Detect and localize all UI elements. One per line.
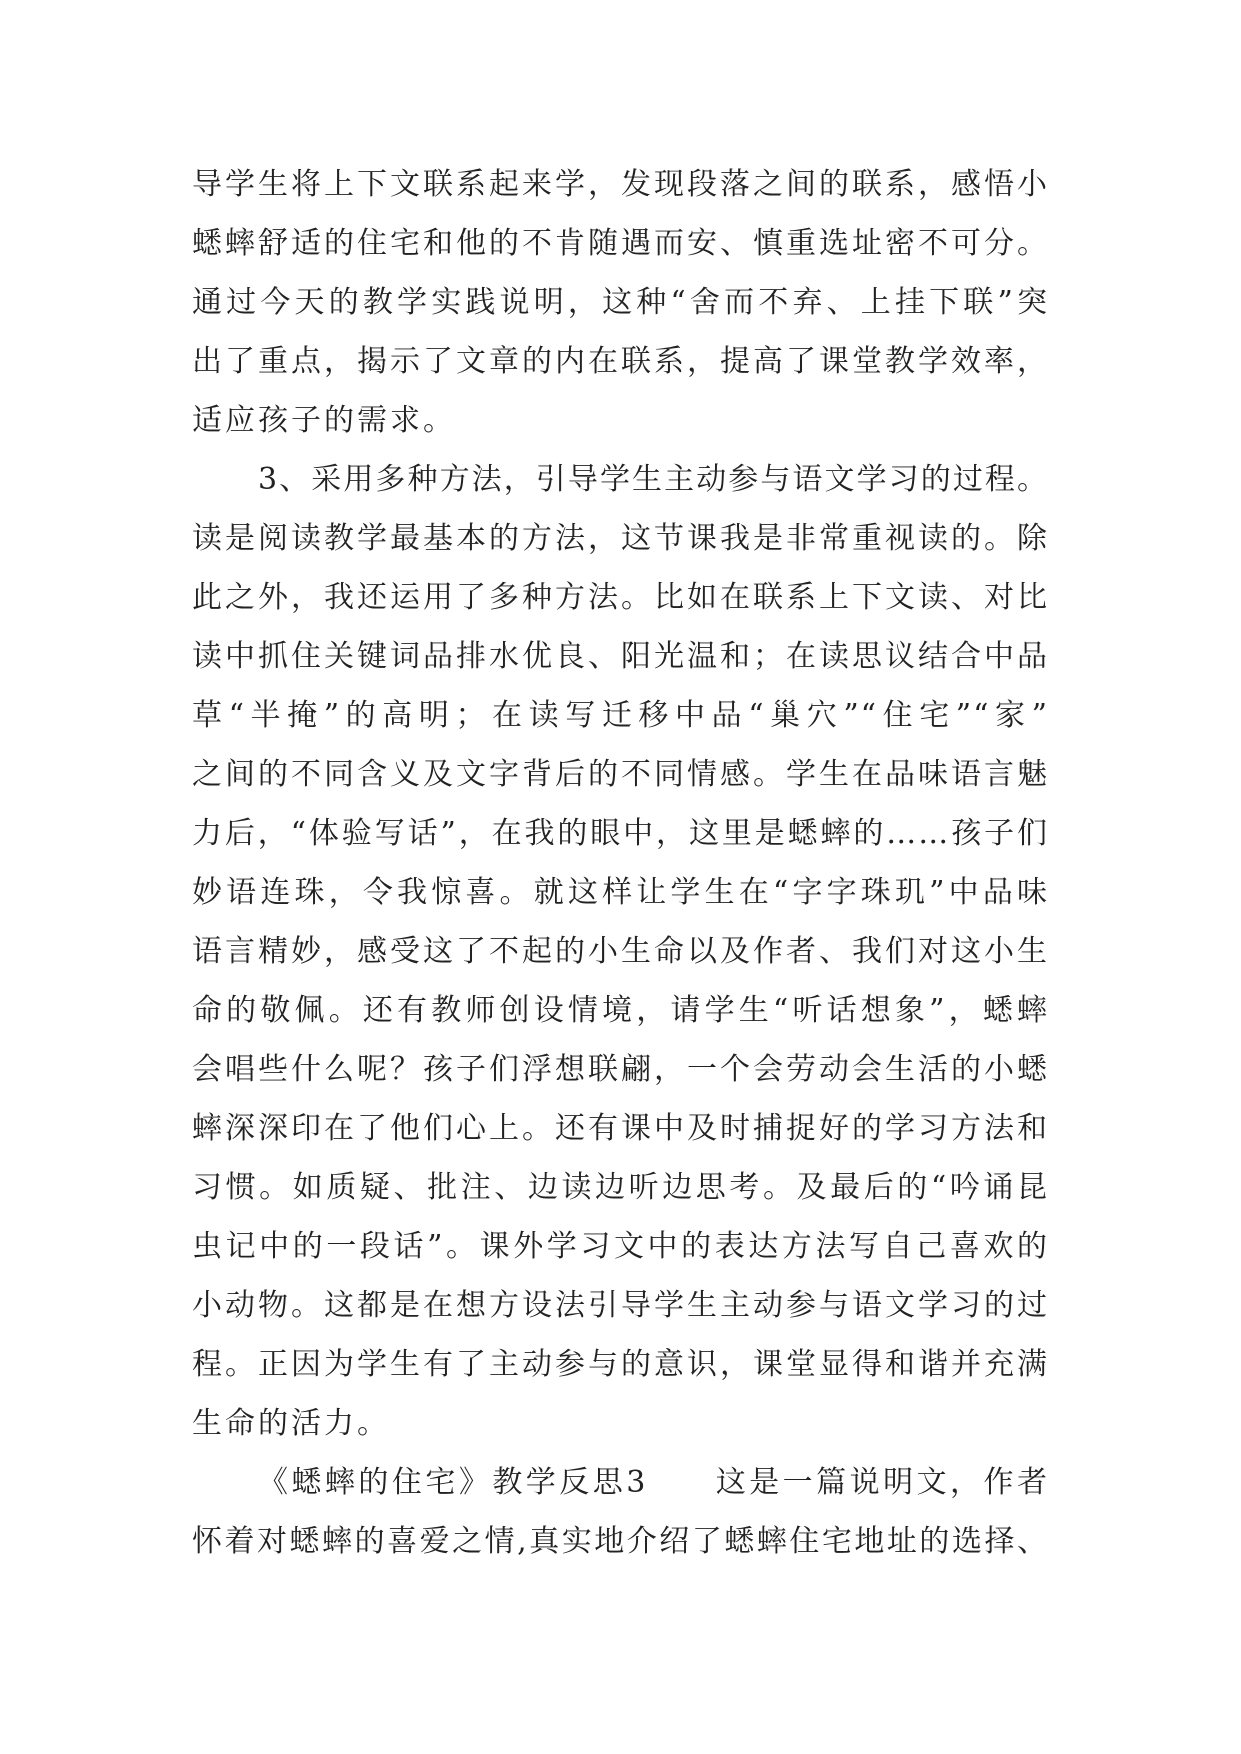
text-line: 语言精妙，感受这了不起的小生命以及作者、我们对这小生 — [192, 934, 1049, 969]
text-line: 程。正因为学生有了主动参与的意识，课堂显得和谐并充满 — [192, 1347, 1049, 1382]
text-line: 力后，“体验写话”，在我的眼中，这里是蟋蟀的……孩子们 — [192, 816, 1049, 851]
text-line: 之间的不同含义及文字背后的不同情感。学生在品味语言魅 — [192, 757, 1049, 792]
text-line: 怀着对蟋蟀的喜爱之情,真实地介绍了蟋蟀住宅地址的选择、 — [192, 1524, 1049, 1559]
text-line: 蟋蟀舒适的住宅和他的不肯随遇而安、慎重选址密不可分。 — [192, 226, 1049, 261]
text-line: 此之外，我还运用了多种方法。比如在联系上下文读、对比 — [192, 580, 1049, 615]
section-title-line: 《蟋蟀的住宅》教学反思3 这是一篇说明文，作者 — [258, 1465, 1049, 1500]
text-line: 妙语连珠，令我惊喜。就这样让学生在“字字珠玑”中品味 — [192, 875, 1049, 910]
text-line: 虫记中的一段话”。课外学习文中的表达方法写自己喜欢的 — [192, 1229, 1049, 1264]
text-line: 会唱些什么呢？孩子们浮想联翩，一个会劳动会生活的小蟋 — [192, 1052, 1049, 1087]
text-line: 命的敬佩。还有教师创设情境，请学生“听话想象”，蟋蟀 — [192, 993, 1049, 1028]
text-line: 习惯。如质疑、批注、边读边听边思考。及最后的“吟诵昆 — [192, 1170, 1049, 1205]
paragraph-start-line: 3、采用多种方法，引导学生主动参与语文学习的过程。 — [258, 462, 1049, 497]
text-line: 出了重点，揭示了文章的内在联系，提高了课堂教学效率， — [192, 344, 1049, 379]
text-line: 读是阅读教学最基本的方法，这节课我是非常重视读的。除 — [192, 521, 1049, 556]
text-line: 草“半掩”的高明；在读写迁移中品“巢穴”“住宅”“家” — [192, 698, 1049, 733]
text-line: 生命的活力。 — [192, 1406, 390, 1441]
text-line: 导学生将上下文联系起来学，发现段落之间的联系，感悟小 — [192, 167, 1049, 202]
text-line: 适应孩子的需求。 — [192, 403, 456, 438]
body-text — [192, 155, 1049, 1571]
text-line: 通过今天的教学实践说明，这种“舍而不弃、上挂下联”突 — [192, 285, 1049, 320]
text-line: 蟀深深印在了他们心上。还有课中及时捕捉好的学习方法和 — [192, 1111, 1049, 1146]
text-line: 小动物。这都是在想方设法引导学生主动参与语文学习的过 — [192, 1288, 1049, 1323]
text-line: 读中抓住关键词品排水优良、阳光温和；在读思议结合中品 — [192, 639, 1049, 674]
